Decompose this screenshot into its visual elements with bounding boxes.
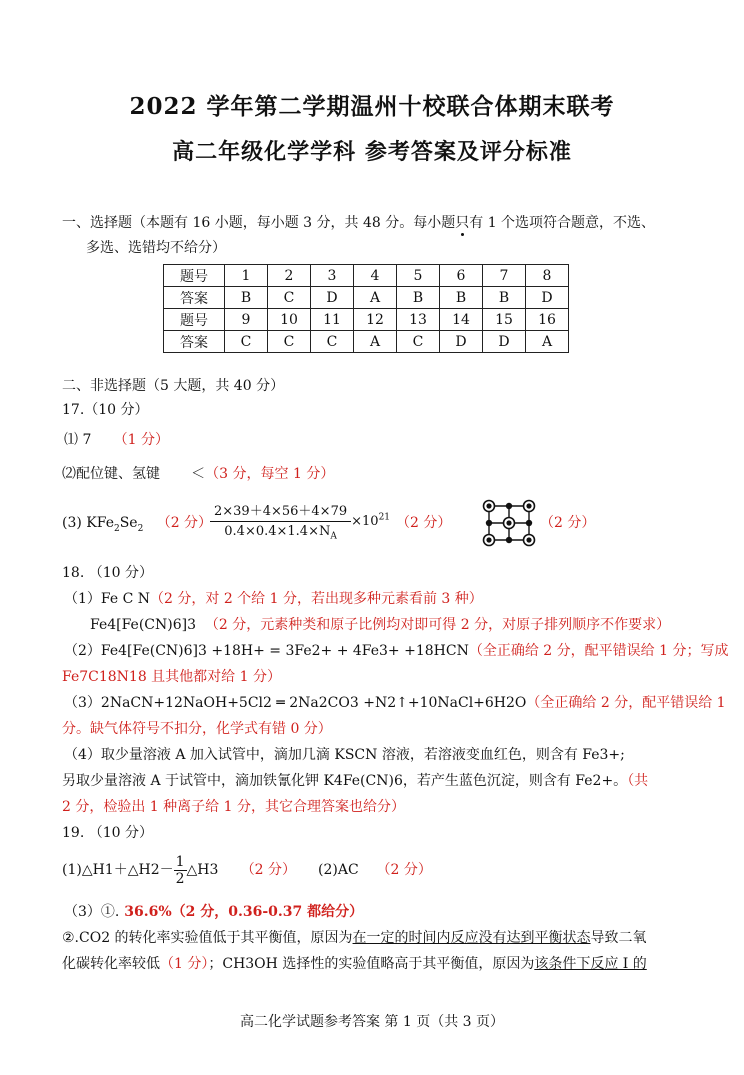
table-cell: D (311, 287, 354, 309)
table-cell: 9 (225, 309, 268, 331)
table-cell: A (354, 287, 397, 309)
table-cell: D (440, 331, 483, 353)
table-cell: 10 (268, 309, 311, 331)
table-cell: B (225, 287, 268, 309)
page-footer: 高二化学试题参考答案 第 1 页（共 3 页） (239, 1014, 505, 1030)
table-row (164, 265, 569, 287)
table-cell: 12 (354, 309, 397, 331)
q19-heading: 19. （10 分） (62, 825, 153, 841)
table-cell: C (225, 331, 268, 353)
table-cell: 答案 (164, 331, 225, 353)
table-cell: B (397, 287, 440, 309)
q17-part2: ⑵配位键、氢键 ＜（3 分，每空 1 分） (62, 466, 335, 482)
table-row (164, 287, 569, 309)
q18-part4-line2: 另取少量溶液 A 于试管中，滴加铁氰化钾 K4Fe(CN)6，若产生蓝色沉淀，则含有 Fe2+。（共 (62, 773, 649, 789)
density-expression: $\frac{2\times 39+4\times 56+4\times 79}{0.4\times 0.4\times 1.4\times N_A}$ $\times 10^{21}$ (210, 500, 390, 542)
table-cell: A (354, 331, 397, 353)
q19-part3-explanation-1: ②.CO2 的转化率实验值低于其平衡值，原因为在一定的时间内反应没有达到平衡状态导致二氧 (62, 930, 647, 946)
q18-part4-score-cont: 2 分，检验出 1 种离子给 1 分，其它合理答案也给分） (62, 799, 405, 815)
table-cell: 2 (268, 265, 311, 287)
table-row (164, 309, 569, 331)
crystal-projection-diagram (479, 496, 539, 550)
table-cell: 1 (225, 265, 268, 287)
table-cell: C (311, 331, 354, 353)
density-numerator: 2×39＋4×56＋4×79 (210, 500, 351, 522)
document-subtitle: 高二年级化学学科 参考答案及评分标准 (172, 139, 572, 165)
table-cell: 7 (483, 265, 526, 287)
q17-part1: ⑴ 7 （1 分） (64, 432, 169, 448)
q19-part2: (2)AC （2 分） (318, 862, 432, 878)
q17-part3-formula: (3) $KFe_2Se_2$ （2 分） (62, 515, 213, 534)
section1-instructions-line2: 多选、选错均不给分） (86, 240, 226, 256)
table-cell: C (268, 287, 311, 309)
table-cell: D (483, 331, 526, 353)
table-cell: 15 (483, 309, 526, 331)
q18-part2-score-cont: Fe7C18N18 且其他都对给 1 分） (62, 669, 281, 685)
section2-heading: 二、非选择题（5 大题，共 40 分） (62, 378, 285, 394)
table-cell: 13 (397, 309, 440, 331)
q18-part2: （2）Fe4[Fe(CN)6]3 +18H+ = 3Fe2+ + 4Fe3+ +18HCN（全正确给 2 分，配平错误给 1 分；写成 (64, 643, 729, 659)
section1-instructions: 一、选择题（本题有 16 小题，每小题 3 分，共 48 分。每小题只有 1 个选项符合题意，不选、 (62, 215, 656, 231)
table-cell: 4 (354, 265, 397, 287)
q18-part4-line1: （4）取少量溶液 A 加入试管中，滴加几滴 KSCN 溶液，若溶液变血红色，则含有 Fe3+; (64, 747, 625, 763)
q18-part1: （1）Fe C N（2 分，对 2 个给 1 分，若出现多种元素看前 3 种） (64, 591, 483, 607)
q17-part3-score2: （2 分） (396, 515, 452, 531)
q19-part3-explanation-2: 化碳转化率较低（1 分）；CH3OH 选择性的实验值略高于其平衡值，原因为该条件下反应 I 的 (62, 956, 647, 972)
q17-heading: 17.（10 分） (62, 402, 149, 418)
document-title: 2022 学年第二学期温州十校联合体期末联考 (129, 93, 615, 120)
answer-table (163, 264, 569, 353)
table-cell: 5 (397, 265, 440, 287)
table-cell: 16 (526, 309, 569, 331)
table-cell: 8 (526, 265, 569, 287)
table-cell: 14 (440, 309, 483, 331)
table-cell: D (526, 287, 569, 309)
table-cell: 3 (311, 265, 354, 287)
q18-part3: （3）2NaCN+12NaOH+5Cl2 ═ 2Na2CO3 +N2↑+10NaCl+6H2O（全正确给 2 分，配平错误给 1 (64, 695, 726, 711)
q18-part1-formula: Fe4[Fe(CN)6]3 （2 分，元素种类和原子比例均对即可得 2 分，对原子排列顺序不作要求） (90, 617, 671, 633)
table-cell: 题号 (164, 309, 225, 331)
table-cell: B (483, 287, 526, 309)
q17-part3-score3: （2 分） (540, 515, 596, 531)
q18-heading: 18. （10 分） (62, 565, 153, 581)
q19-part1: (1)△H1＋△H2－ $\frac{1}{2}$ △H3 （2 分） (62, 853, 297, 887)
table-cell: C (268, 331, 311, 353)
q18-part3-score-cont: 分。缺气体符号不扣分，化学式有错 0 分） (62, 721, 332, 737)
q19-part3: （3）①. 36.6%（2 分，0.36-0.37 都给分） (64, 904, 364, 920)
table-cell: 6 (440, 265, 483, 287)
table-row (164, 331, 569, 353)
table-cell: A (526, 331, 569, 353)
table-cell: 11 (311, 309, 354, 331)
table-cell: C (397, 331, 440, 353)
density-denominator: $0.4\times 0.4\times 1.4\times N_A$ (224, 524, 337, 542)
table-cell: B (440, 287, 483, 309)
table-cell: 题号 (164, 265, 225, 287)
table-cell: 答案 (164, 287, 225, 309)
